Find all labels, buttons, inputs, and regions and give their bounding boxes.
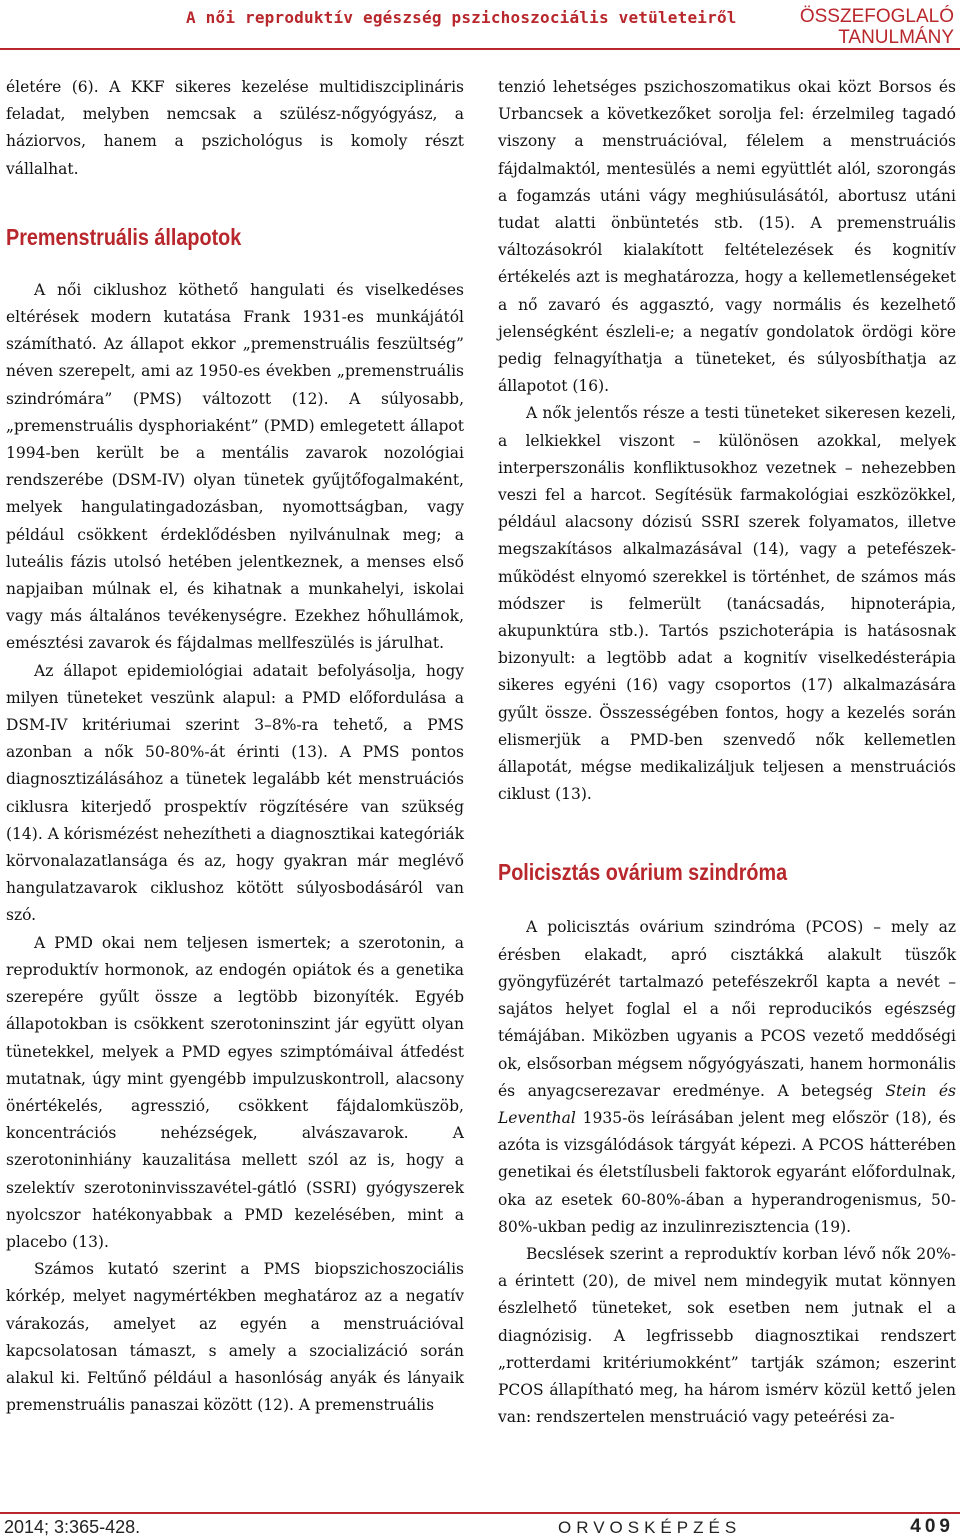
paragraph-pms-epidemiology: Az állapot epidemiológiai adatait befolyásolja, hogy milyen tüneteket veszünk alapul: a PMD előfordulása a DSM-IV kritériumai szerint 3–8%-ra tehető, a PMS azonban a nők 50-80%-át érinti (13). A PMS pontos diagnosztizálásához a tünetek legalább két menstruációs ciklusra kiterjedő prospektív rögzítésére van szükség (14). A kórismézést nehezítheti a diagnosztikai kategóriák körvonalazatlansága és az, hogy gyakran már meglévő hangulatzavarok ciklushoz kötött súlyosbodásáról van szó.: [6, 661, 464, 925]
section-heading-premenstrual: Premenstruális állapotok: [6, 223, 242, 250]
pcos-intro-text: A policisztás ovárium szindróma (PCOS) – mely az érésben elakadt, apró cisztákká alakult tüszők gyöngyfüzérét tartalmazó petefészekről kapta a nevét – sajátos helyet foglal el a női reproducikós egészség témájában. Miközben ugyanis a PCOS vezető meddőségi ok, elsősorban mégsem nőgyógyászati, hanem hormonális és anyagcserezavar eredménye. A betegség: [498, 918, 956, 1100]
paragraph-pmd-causes: A PMD okai nem teljesen ismertek; a szerotonin, a reproduktív hormonok, az endogén opiátok és a genetika szerepére gyűlt össze a legtöbb bizonyíték. Egyéb állapotokban is csökkent szerotoninszint jár együtt olyan tünetekkel, melyek a PMD egyes szimptómáival átfedést mutatnak, úgy mint gyengébb impulzuskontroll, alacsony önértékelés, agresszió, csökkent fájdalomküszöb, koncentrációs nehézségek, alvászavarok. A szerotoninhiány kauzalitása mellett szól az is, hogy a szelektív szerotoninvisszavétel-gátló (SSRI) gyógyszerek nyolcszor hatékonyabbak a PMD kezelésében, mint a placebo (13).: [6, 933, 464, 1251]
page-number: 409: [910, 1516, 954, 1537]
paragraph-pms-history: A női ciklushoz köthető hangulati és viselkedéses eltérések modern kutatása Frank 1931-es munkájától számítható. Az állapot ekkor „premenstruális feszültség” néven szerepelt, ami az 1950-es években „premenstruális szindrómára” (PMS) változott (12). A súlyosabb, „premenstruális dysphoriaként” (PMD) emlegetett állapot 1994-ben került be a mentális zavarok nozológiai rendszerébe (DSM-IV) olyan tünetek gyűjtőfogalmaként, melyek hangulatingadozásban, nyomottságban, vagy például csökkent érdeklődésben nyilvánulnak meg; a luteális fázis utolsó hetében jelentkeznek, a menses első napjaiban múlnak el, és kihatnak a munkahelyi, iskolai vagy más általános tevékenységre. Ezekhez hőhullámok, emésztési zavarok és fájdalmas mellfeszülés is járulhat.: [6, 280, 464, 653]
footer-divider: [0, 1512, 960, 1514]
paragraph-pcos-intro: [498, 914, 956, 1240]
paragraph-pcos-prevalence: Becslések szerint a reproduktív korban lévő nők 20%-a érintett (20), de mivel nem mindegyik mutat könnyen észlelhető tüneteket, sok esetben nem jutnak el a diagnózisig. A legfrissebb diagnosztikai rendszert „rotterdami kritériumokként” tartják számon; eszerint PCOS állapítható meg, ha három ismérv közül kettő jelen van: rendszertelen menstruáció vagy peteérési za-: [498, 1244, 956, 1427]
section-label: ÖSSZEFOGLALÓ TANULMÁNY: [799, 6, 954, 48]
running-title: A női reproduktív egészség pszichoszociális vetületeiről: [186, 8, 737, 27]
header-divider: [0, 48, 960, 50]
footer-citation: 2014; 3:365-428.: [4, 1517, 141, 1537]
left-column: [6, 74, 464, 1419]
right-column: [498, 74, 956, 1431]
paragraph-tension-causes: tenzió lehetséges pszichoszomatikus okai közt Borsos és Urbancsek a következőket sorolja fel: érzelmileg tagadó viszony a menstruációval, félelem a menstruációs fájdalmaktól, mentesülés a nemi együttlét alól, szorongás a fogamzás utáni vágy meghiúsulásától, abortusz utáni tudat alatti önbüntetés stb. (15). A premenstruális változásokról kialakított feltételezések és kognitív értékelés azt is meghatározza, hogy a kellemetlenségeket a nő zavaró és aggasztó, vagy normális és kezelhető jelenségként észleli-e; a negatív gondolatok ördögi köre pedig felnagyíthatja a tüneteket, és súlyosbíthatja az állapotot (16).: [498, 78, 956, 396]
author-names: Stein és Leventhal: [498, 1081, 956, 1127]
paragraph-pms-biopsychosocial: Számos kutató szerint a PMS biopszichoszociális kórkép, melyet nagymértékben meghatároz az a negatív várakozás, amelyet az egyén a menstruációval kapcsolatosan támaszt, s amely a szocializáció során alakul ki. Feltűnő például a hasonlóság anyák és lányaik premenstruális panaszai között (12). A premenstruális: [6, 1260, 464, 1415]
pcos-intro-text-cont: 1935-ös leírásában jelent meg először (18), és azóta is vizsgálódások tárgyát képezi. A PCOS hátterében genetikai és életstílusbeli faktorok egyaránt előfordulnak, oka az esetek 60-80%-ában a hyperandrogenismus, 50-80%-ukban pedig az inzulinrezisztencia (19).: [498, 1108, 956, 1236]
footer-journal-name: ORVOSKÉPZÉS: [558, 1518, 742, 1537]
section-heading-pcos: Policisztás ovárium szindróma: [498, 859, 788, 886]
paragraph-continuation: életére (6). A KKF sikeres kezelése multidiszciplináris feladat, melyben nemcsak a szülész-nőgyógyász, a háziorvos, hanem a pszichológus is komoly részt vállalhat.: [6, 78, 464, 178]
paragraph-treatment: A nők jelentős része a testi tüneteket sikeresen kezeli, a lelkiekkel viszont – különösen azokkal, melyek interperszonális konfliktusokhoz vezetnek – nehezebben veszi fel a harcot. Segítésük farmakológiai eszközökkel, például alacsony dózisú SSRI szerek folyamatos, illetve megszakításos alkalmazásával (14), vagy a petefészek-működést elnyomó szerekkel is történhet, de számos más módszer is felmerült (tanácsadás, hipnoterápia, akupunktúra stb.). Tartós pszichoterápia is hatásosnak bizonyult: a legtöbb adat a kognitív viselkedésterápia sikeres egyéni (16) vagy csoportos (17) alkalmazására gyűlt össze. Összességében fontos, hogy a kezelés során elismerjük a PMD-ben szenvedő nők kellemetlen állapotát, mégse medikalizáljuk teljesen a menstruációs ciklust (13).: [498, 404, 956, 804]
